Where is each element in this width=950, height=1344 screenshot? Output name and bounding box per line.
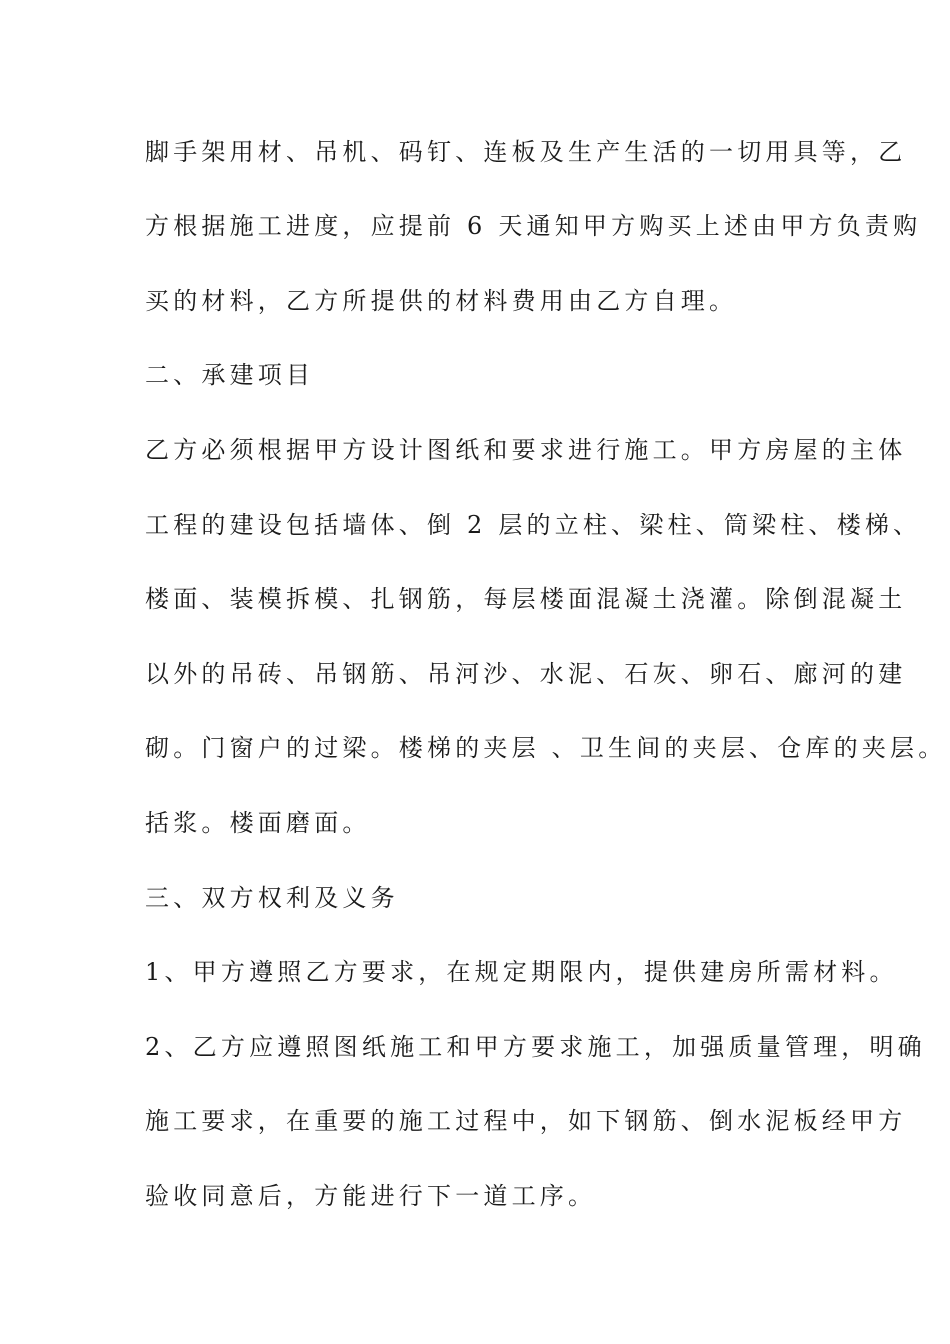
section-heading-construction-items: 二、承建项目 bbox=[145, 361, 315, 389]
paragraph-line: 验收同意后，方能进行下一道工序。 bbox=[145, 1182, 597, 1210]
paragraph-line: 脚手架用材、吊机、码钉、连板及生产生活的一切用具等，乙 bbox=[145, 138, 907, 166]
list-item-1: 1、甲方遵照乙方要求，在规定期限内，提供建房所需材料。 bbox=[145, 958, 898, 986]
paragraph-line: 买的材料，乙方所提供的材料费用由乙方自理。 bbox=[145, 287, 738, 315]
section-heading-rights-obligations: 三、双方权利及义务 bbox=[145, 884, 399, 912]
paragraph-line: 工程的建设包括墙体、倒 2 层的立柱、梁柱、筒梁柱、楼梯、 bbox=[145, 511, 922, 539]
paragraph-line: 方根据施工进度，应提前 6 天通知甲方购买上述由甲方负责购 bbox=[145, 212, 922, 240]
list-item-2: 2、乙方应遵照图纸施工和甲方要求施工，加强质量管理，明确 bbox=[145, 1033, 926, 1061]
paragraph-line: 砌。门窗户的过梁。楼梯的夹层 、卫生间的夹层、仓库的夹层。 bbox=[145, 734, 947, 762]
paragraph-line: 乙方必须根据甲方设计图纸和要求进行施工。甲方房屋的主体 bbox=[145, 436, 907, 464]
paragraph-line: 括浆。楼面磨面。 bbox=[145, 809, 371, 837]
paragraph-line: 施工要求，在重要的施工过程中，如下钢筋、倒水泥板经甲方 bbox=[145, 1107, 907, 1135]
paragraph-line: 以外的吊砖、吊钢筋、吊河沙、水泥、石灰、卵石、廊河的建 bbox=[145, 660, 907, 688]
paragraph-line: 楼面、装模拆模、扎钢筋，每层楼面混凝土浇灌。除倒混凝土 bbox=[145, 585, 907, 613]
